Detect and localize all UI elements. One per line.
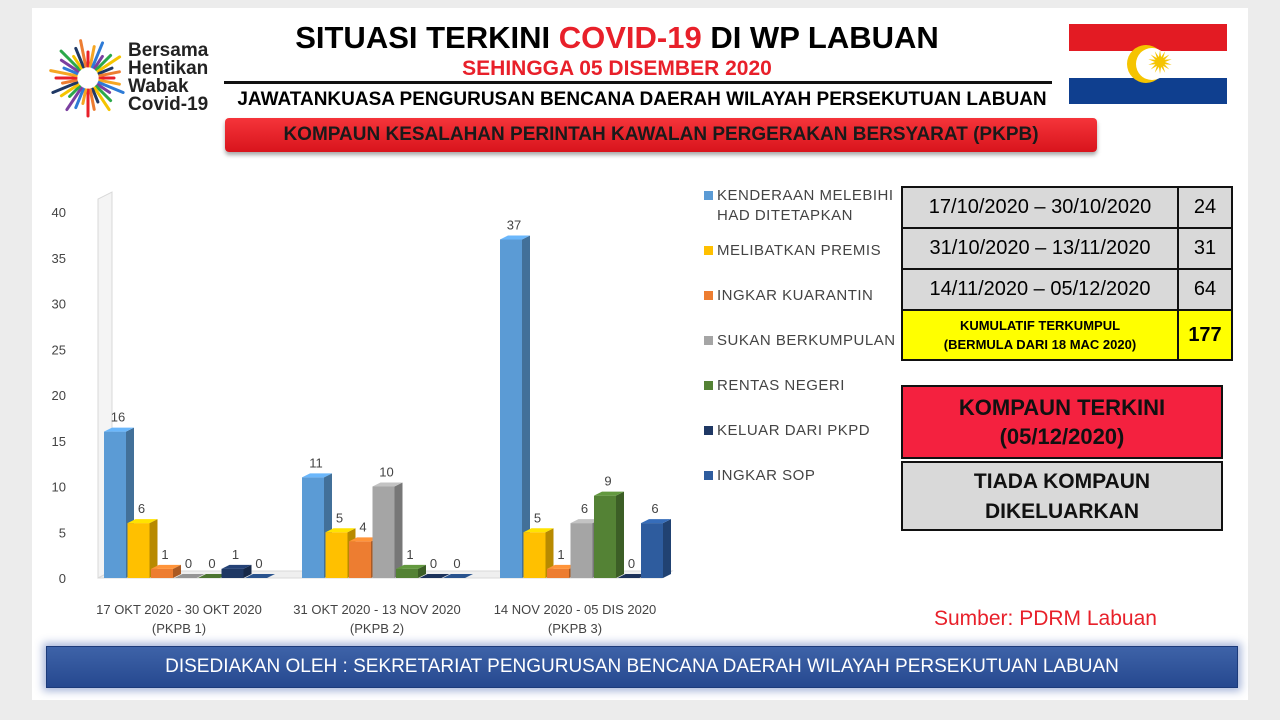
- y-tick-label: 25: [51, 342, 66, 358]
- bar-front: [571, 523, 593, 578]
- bar-front: [373, 487, 395, 579]
- data-label: 6: [651, 501, 659, 517]
- source-note: Sumber: PDRM Labuan: [934, 607, 1157, 630]
- bar-front: [500, 239, 522, 578]
- legend-label: RENTAS NEGERI: [717, 377, 845, 394]
- total-label-line-1: KUMULATIF TERKUMPUL: [959, 318, 1121, 333]
- data-label: 1: [557, 546, 565, 562]
- y-tick-label: 15: [51, 433, 66, 449]
- bar: [641, 519, 671, 578]
- bar-side: [522, 235, 530, 578]
- data-label: 5: [533, 510, 542, 526]
- bar: [396, 565, 426, 578]
- legend-label: KELUAR DARI PKPD: [717, 422, 871, 439]
- data-label: 6: [137, 501, 146, 517]
- period-count: 24: [1178, 187, 1232, 228]
- data-label: 10: [379, 464, 394, 480]
- period-count: 64: [1178, 269, 1232, 310]
- legend-swatch: [704, 426, 713, 435]
- data-label: 11: [309, 455, 323, 471]
- bar-front: [302, 477, 324, 578]
- legend-label: INGKAR KUARANTIN: [717, 287, 874, 304]
- latest-title-line-2: (05/12/2020): [999, 424, 1125, 449]
- data-label: 0: [208, 556, 216, 571]
- legend-item: [704, 331, 897, 351]
- x-tick-label: 31 OKT 2020 - 13 NOV 2020: [293, 602, 461, 617]
- legend-item: [704, 286, 897, 306]
- legend-label: INGKAR SOP: [717, 467, 816, 484]
- periods-table: [901, 186, 1233, 361]
- legend-swatch: [704, 246, 713, 255]
- y-tick-label: 30: [51, 296, 66, 312]
- data-label: 6: [580, 501, 589, 517]
- legend-label: MELIBATKAN PREMIS: [717, 242, 882, 259]
- bar-front: [641, 523, 663, 578]
- bar-front: [104, 432, 126, 578]
- data-label: 0: [453, 556, 461, 571]
- data-label: 5: [335, 510, 344, 526]
- legend-item: [704, 376, 897, 396]
- legend-item: [704, 186, 897, 226]
- y-tick-label: 35: [51, 250, 66, 266]
- legend-swatch: [704, 381, 713, 390]
- table-row: [902, 187, 1232, 228]
- bar-front: [349, 541, 371, 578]
- data-label: 37: [506, 217, 522, 233]
- bar-side: [616, 492, 624, 578]
- period-range: 14/11/2020 – 05/12/2020: [902, 269, 1178, 310]
- data-label: 1: [406, 546, 414, 562]
- data-label: 1: [231, 546, 240, 562]
- page-title: [222, 20, 1012, 56]
- legend-swatch: [704, 336, 713, 345]
- legend-item: [704, 421, 897, 441]
- bar: [222, 565, 252, 578]
- logo-text: Bersama Hentikan Wabak Covid-19: [128, 40, 209, 115]
- footer-banner: DISEDIAKAN OLEH : SEKRETARIAT PENGURUSAN BENCANA DAERAH WILAYAH PERSEKUTUAN LABUAN: [46, 646, 1238, 688]
- table-row: [902, 269, 1232, 310]
- y-tick-label: 20: [51, 388, 66, 403]
- page-subtitle: SEHINGGA 05 DISEMBER 2020: [462, 57, 772, 80]
- bar-front: [396, 569, 418, 578]
- period-count: 31: [1178, 228, 1232, 269]
- bar: [373, 483, 403, 579]
- bar: [151, 565, 181, 578]
- period-range: 17/10/2020 – 30/10/2020: [902, 187, 1178, 228]
- committee-name: JAWATANKUASA PENGURUSAN BENCANA DAERAH WILAYAH PERSEKUTUAN LABUAN: [237, 89, 1047, 110]
- data-label: 0: [627, 556, 636, 571]
- sunburst-icon: [51, 41, 123, 116]
- x-tick-label: (PKPB 2): [349, 621, 405, 636]
- x-tick-label: (PKPB 1): [151, 621, 207, 636]
- bar-front: [594, 496, 616, 578]
- data-label: 0: [255, 556, 263, 571]
- data-label: 1: [161, 546, 169, 562]
- bar: [500, 235, 530, 578]
- y-tick-label: 5: [58, 525, 66, 541]
- y-tick-label: 10: [51, 479, 66, 495]
- x-tick-label: 14 NOV 2020 - 05 DIS 2020: [493, 602, 657, 617]
- legend-item: [704, 466, 897, 486]
- latest-body-line-1: TIADA KOMPAUN: [973, 470, 1151, 493]
- legend-label: SUKAN BERKUMPULAN: [717, 332, 896, 349]
- y-tick-label: 40: [51, 205, 66, 220]
- bar-front: [547, 569, 569, 578]
- total-label: [902, 310, 1178, 360]
- legend-swatch: [704, 191, 713, 200]
- section-banner: KOMPAUN KESALAHAN PERINTAH KAWALAN PERGERAKAN BERSYARAT (PKPB): [225, 118, 1097, 152]
- latest-title-line-1: KOMPAUN TERKINI: [958, 395, 1166, 420]
- total-row: [902, 310, 1232, 360]
- title-divider: [224, 81, 1052, 84]
- bar-front: [222, 569, 244, 578]
- total-label-line-2: (BERMULA DARI 18 MAC 2020): [943, 337, 1137, 352]
- data-label: 0: [429, 556, 438, 571]
- data-label: 16: [110, 409, 126, 425]
- y-tick-label: 0: [58, 571, 66, 586]
- x-tick-label: 17 OKT 2020 - 30 OKT 2020: [96, 602, 262, 617]
- table-row: [902, 228, 1232, 269]
- bar-front: [128, 523, 150, 578]
- period-range: 31/10/2020 – 13/11/2020: [902, 228, 1178, 269]
- latest-body-line-2: DIKELUARKAN: [985, 500, 1139, 523]
- bar-front: [151, 569, 173, 578]
- labuan-flag: [1069, 24, 1227, 104]
- bar-side: [395, 483, 403, 579]
- title-part-3: DI WP LABUAN: [701, 20, 939, 55]
- legend-label: KENDERAAN MELEBIHI HAD DITETAPKAN: [717, 187, 894, 224]
- legend-swatch: [704, 291, 713, 300]
- title-part-2: COVID-19: [558, 20, 702, 55]
- data-label: 9: [604, 473, 612, 489]
- legend-swatch: [704, 471, 713, 480]
- bar-side: [663, 519, 671, 578]
- data-label: 4: [359, 519, 367, 535]
- data-label: 0: [184, 556, 193, 571]
- legend-item: [704, 241, 897, 261]
- slide: [32, 8, 1248, 700]
- x-tick-label: (PKPB 3): [547, 621, 603, 636]
- bar: [594, 492, 624, 578]
- total-count: 177: [1178, 310, 1232, 360]
- bar-front: [326, 532, 348, 578]
- bar-front: [524, 532, 546, 578]
- latest-compound-status: [901, 461, 1223, 531]
- title-part-1: SITUASI TERKINI: [295, 20, 559, 55]
- latest-compound-title: [901, 385, 1223, 459]
